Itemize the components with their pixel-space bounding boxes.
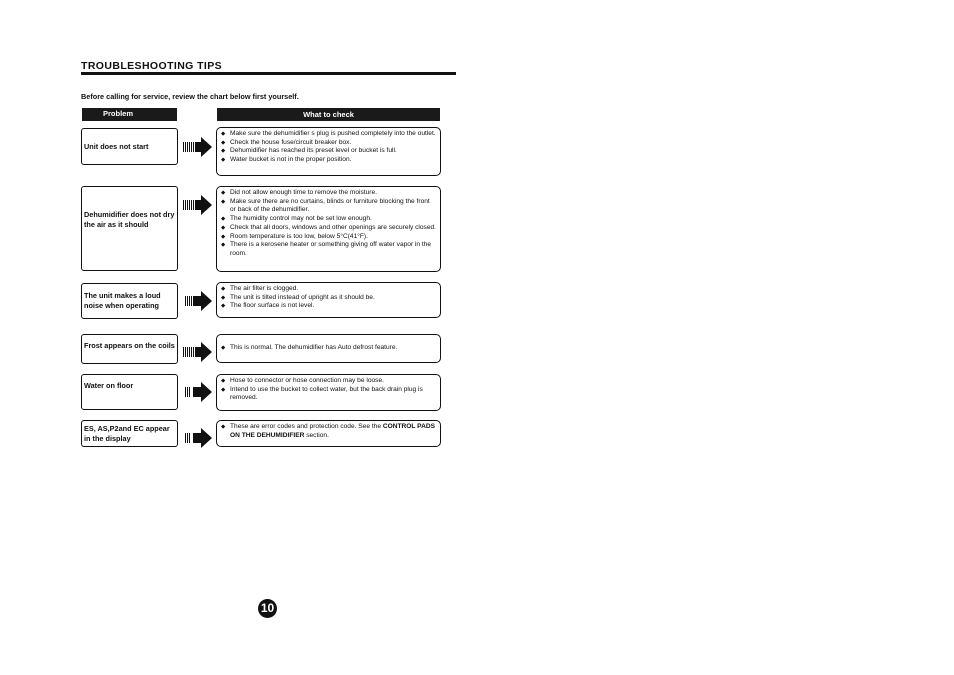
arrow-icon — [185, 382, 215, 402]
problem-label: Unit does not start — [84, 141, 149, 151]
check-text: These are error codes and protection code. See the — [230, 423, 383, 430]
check-item: ◆ Dehumidifier has reached its preset level or bucket is full. — [221, 147, 436, 156]
check-box — [216, 282, 441, 318]
arrow-icon — [185, 291, 215, 311]
check-item: ◆ Did not allow enough time to remove the moisture. — [221, 189, 436, 198]
check-box — [216, 420, 441, 447]
check-item: ◆ The unit is tilted instead of upright as it should be. — [221, 294, 436, 303]
check-item: ◆ Room temperature is too low, below 5°C(41°F). — [221, 233, 436, 242]
problem-column-header: Problem — [82, 108, 177, 121]
arrow-icon — [183, 342, 213, 362]
arrow-icon — [185, 428, 215, 448]
check-text-bold: CONTROL PADS ON THE DEHUMIDIFIER — [230, 423, 436, 439]
problem-box — [81, 128, 178, 165]
check-box — [216, 127, 441, 176]
check-item: ◆ The humidity control may not be set low enough. — [221, 215, 436, 224]
arrow-icon — [183, 195, 213, 215]
check-item: ◆ Hose to connector or hose connection may be loose. — [221, 377, 436, 386]
check-item: ◆ The air filter is clogged. — [221, 285, 436, 294]
check-box — [216, 186, 441, 272]
check-box — [216, 374, 441, 411]
problem-box — [81, 283, 178, 319]
check-item: ◆ Check that all doors, windows and other openings are securely closed. — [221, 224, 436, 233]
check-item: ◆ The floor surface is not level. — [221, 302, 436, 311]
check-column-header: What to check — [217, 108, 440, 121]
arrow-icon — [183, 137, 213, 157]
problem-box — [81, 374, 178, 410]
problem-label: Water on floor — [84, 381, 134, 390]
check-item: ◆ There is a kerosene heater or something giving off water vapor in the room. — [221, 241, 436, 258]
check-box — [216, 334, 441, 363]
check-item — [221, 423, 436, 440]
check-item: ◆ This is normal. The dehumidifier has Auto defrost feature. — [221, 344, 436, 353]
problem-label: The unit makes a loud noise when operating — [84, 291, 161, 310]
page-number: 10 — [258, 599, 277, 618]
check-item: ◆ Check the house fuse/circuit breaker box. — [221, 139, 436, 148]
problem-label: Frost appears on the coils — [84, 341, 175, 350]
problem-label: ES, AS,P2and EC appear in the display — [84, 424, 170, 443]
check-item: ◆ Water bucket is not in the proper position. — [221, 156, 436, 165]
check-item: ◆ Intend to use the bucket to collect water, but the back drain plug is removed. — [221, 386, 436, 403]
check-item: ◆ Make sure the dehumidifier s plug is pushed completely into the outlet. — [221, 130, 436, 139]
intro-text: Before calling for service, review the chart below first yourself. — [81, 92, 299, 101]
title-rule — [81, 72, 456, 75]
check-text: section. — [304, 431, 329, 439]
problem-box — [81, 420, 178, 447]
check-item: ◆ Make sure there are no curtains, blinds or furniture blocking the front or back of the dehumidifier. — [221, 198, 436, 215]
page-title: TROUBLESHOOTING TIPS — [81, 60, 223, 72]
problem-box — [81, 334, 178, 364]
problem-label: Dehumidifier does not dry the air as it should — [84, 210, 175, 229]
problem-box — [81, 186, 178, 271]
